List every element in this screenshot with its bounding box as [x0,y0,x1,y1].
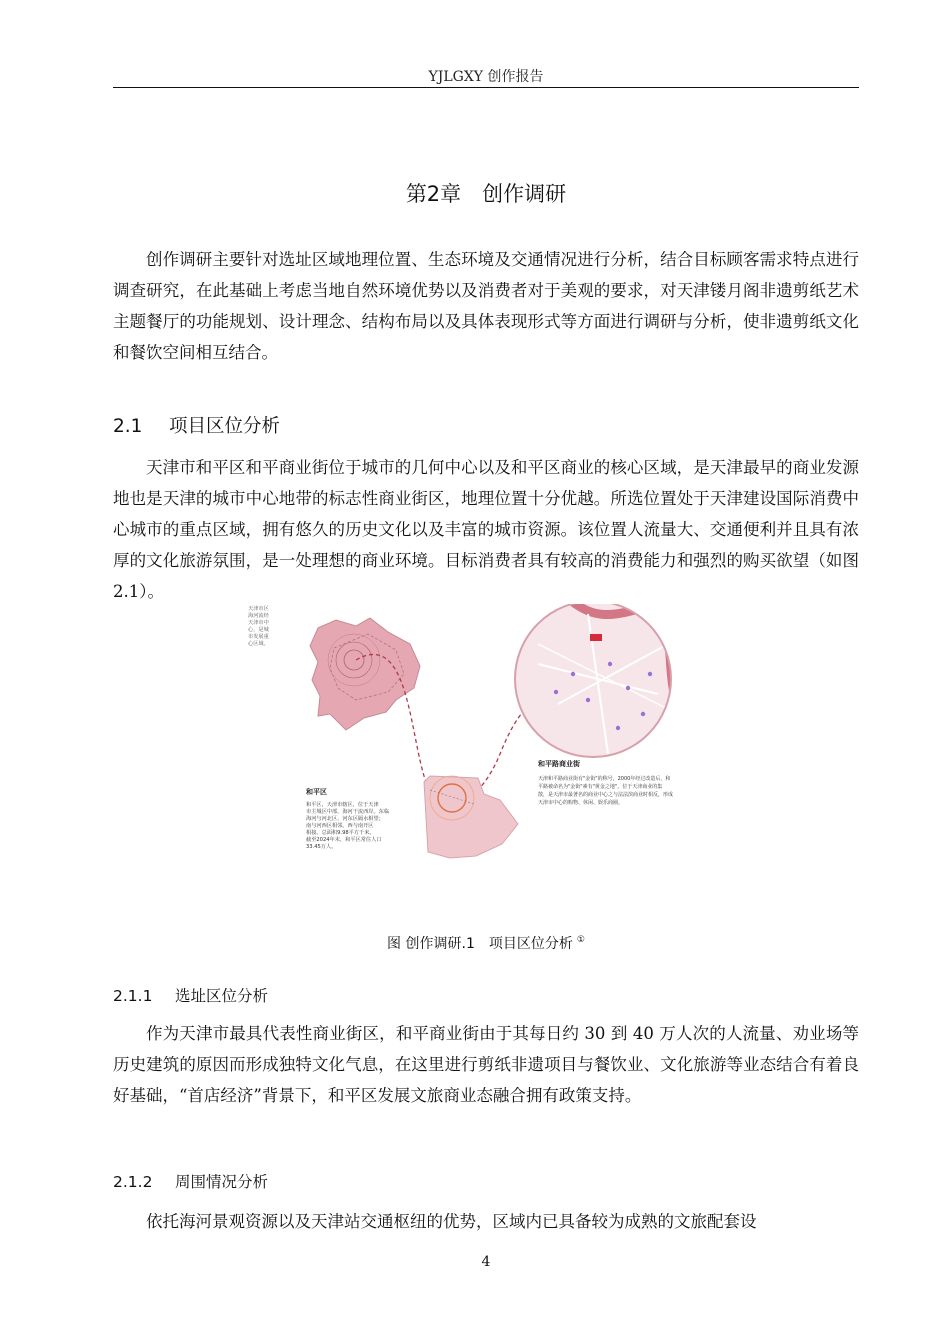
left-note-line: 市发展重 [248,634,269,640]
section-number: 2.1.1 [113,987,153,1005]
site-marker [590,634,602,641]
left-note-line: 心，是城 [248,627,269,633]
heping-line: 33.45万人。 [306,844,337,850]
header-rule [113,87,859,88]
section-heading-2-1-2 [113,1170,268,1192]
heping-note [306,787,390,850]
section-title: 选址区位分析 [175,987,269,1005]
section-2-1-1-paragraph: 作为天津市最具代表性商业街区，和平商业街由于其每日约 30 到 40 万人次的人流量、劝业场等历史建筑的原因而形成独特文化气息，在这里进行剪纸非遗项目与餐饮业、文化旅游等业态结合有着良好基础，“首店经济”背景下，和平区发展文旅商业态融合拥有政策支持。 [113,1024,859,1105]
street-note [538,759,673,806]
heping-line: 海河与河北区、河东区隔水相望； [306,816,384,822]
section-2-1-paragraph: 天津市和平区和平商业街位于城市的几何中心以及和平区商业的核心区域，是天津最早的商业发源地也是天津的城市中心地带的标志性商业街区，地理位置十分优越。所选位置处于天津建设国际消费中心城市的重点区域，拥有悠久的历史文化以及丰富的城市资源。该位置人流量大、交通便利并且具有浓厚的文化旅游氛围，是一处理想的商业环境。目标消费者具有较高的消费能力和强烈的购买欲望（如图 2.1）。 [113,458,859,601]
heping-line: 截至2024年末，和平区常住人口 [306,837,382,843]
section-title: 项目区位分析 [169,416,281,437]
heping-title: 和平区 [306,788,327,796]
section-title: 周围情况分析 [175,1173,269,1191]
section-heading-2-1-1 [113,984,268,1006]
section-number: 2.1 [113,416,143,437]
heping-line: 和平区，天津市辖区，位于天津 [306,802,379,808]
heping-line: 南与河西区相邻。西与南开区 [306,823,374,829]
street-line: 天津和平路商业街有"金街"的称号，2000年经过改造后，和 [538,776,671,782]
left-note-line: 天津市中 [248,620,269,626]
section-heading-2-1 [113,412,280,438]
left-note-line: 海河流经 [248,613,269,619]
caption-footnote-mark: ① [576,935,585,945]
street-line: 散，是天津市最著名的商业中心之与法法滨商业时相反，形成 [538,792,674,798]
location-analysis-figure [238,604,723,866]
street-line: 平路被命名为"金街"素有"黄金之地"。位于天津商业的集 [538,784,663,790]
street-title: 和平路商业街 [538,760,580,768]
running-header: YJLGXY 创作报告 [428,69,544,85]
page-number: 4 [481,1254,491,1270]
heping-line: 相接。总面积9.98平方千米。 [306,830,375,836]
section-number: 2.1.2 [113,1173,153,1191]
left-note-line: 天津市区 [248,606,269,612]
location-map-illustration [238,604,723,866]
heping-district-outline [424,776,518,858]
intro-paragraph: 创作调研主要针对选址区域地理位置、生态环境及交通情况进行分析，结合目标顾客需求特点进行调查研究，在此基础上考虑当地自然环境优势以及消费者对于美观的要求，对天津镂月阁非遗剪纸艺术主题餐厅的功能规划、设计理念、结构布局以及具体表现形式等方面进行调研与分析，使非遗剪纸文化和餐饮空间相互结合。 [113,250,859,362]
chapter-title: 第2章 创作调研 [405,182,567,206]
figure-caption [113,933,859,953]
left-map-note [248,604,270,647]
street-line: 天津市中心的购物、休闲、娱乐商圈。 [538,800,624,806]
heping-line: 市主城区中部，海河干流西岸。东临 [306,809,390,815]
left-note-line: 心区域。 [248,641,269,647]
caption-text: 图 创作调研.1 项目区位分析 [387,936,573,952]
section-2-1-2-paragraph: 依托海河景观资源以及天津站交通枢纽的优势，区域内已具备较为成熟的文旅配套设 [146,1212,757,1231]
